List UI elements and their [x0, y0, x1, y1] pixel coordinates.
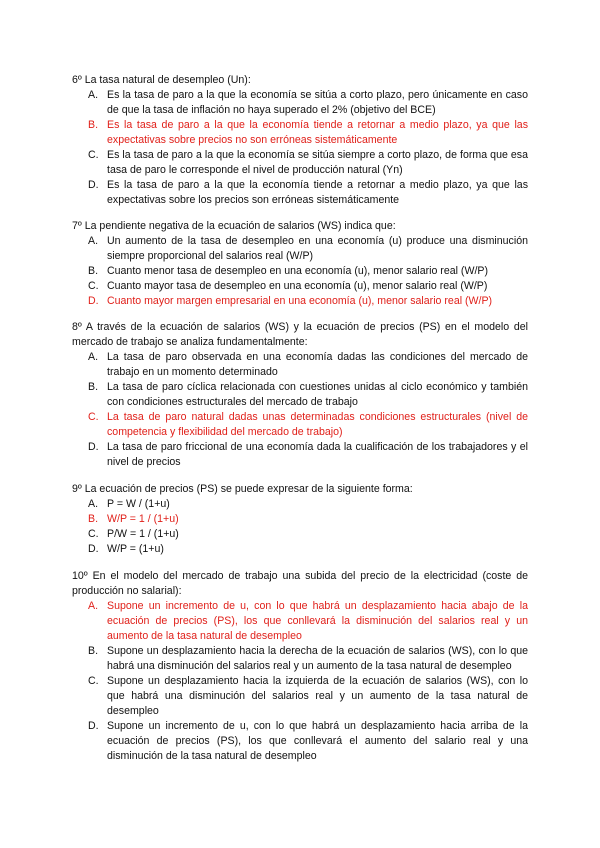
option-text: Es la tasa de paro a la que la economía tiende a retornar a medio plazo, ya que las expectativas sobre los precios son erróneas sistemáticamente — [107, 179, 528, 206]
option-letter: D. — [88, 295, 99, 307]
option-text: Supone un desplazamiento hacia la derecha de la ecuación de salarios (WS), con lo que habrá una disminución del salarios real y un aumento de la tasa natural de desempleo — [107, 645, 528, 672]
question-title: 7º La pendiente negativa de la ecuación de salarios (WS) indica que: — [72, 220, 396, 232]
option-letter: C. — [88, 411, 99, 423]
option-c — [72, 279, 528, 294]
option-letter: B. — [88, 265, 99, 277]
option-text: Es la tasa de paro a la que la economía se sitúa a corto plazo, pero únicamente en caso de que la tasa de inflación no haya superado el 2% (objetivo del BCE) — [107, 89, 528, 116]
question-title: 6º La tasa natural de desempleo (Un): — [72, 74, 251, 86]
question-8 — [72, 320, 528, 470]
option-b — [72, 380, 528, 410]
options-list — [72, 599, 528, 764]
option-letter: A. — [88, 600, 99, 612]
question-7 — [72, 219, 528, 309]
option-c — [72, 527, 528, 542]
option-a — [72, 497, 528, 512]
option-text: P/W = 1 / (1+u) — [107, 528, 179, 540]
option-letter: B. — [88, 645, 99, 657]
options-list — [72, 234, 528, 309]
option-d — [72, 542, 528, 557]
question-title: 8º A través de la ecuación de salarios (WS) y la ecuación de precios (PS) en el modelo del mercado de trabajo se analiza fundamentalmente: — [72, 321, 528, 348]
question-10 — [72, 569, 528, 764]
option-letter: B. — [88, 119, 99, 131]
option-letter: A. — [88, 351, 99, 363]
option-text: Cuanto mayor margen empresarial en una economía (u), menor salario real (W/P) — [107, 295, 493, 307]
option-d — [72, 719, 528, 764]
option-a — [72, 350, 528, 380]
option-b — [72, 644, 528, 674]
option-letter: D. — [88, 543, 99, 555]
option-letter: C. — [88, 149, 99, 161]
question-title: 10º En el modelo del mercado de trabajo una subida del precio de la electricidad (coste de producción no salarial): — [72, 570, 528, 597]
question-title: 9º La ecuación de precios (PS) se puede expresar de la siguiente forma: — [72, 483, 413, 495]
option-text: Cuanto mayor tasa de desempleo en una economía (u), menor salario real (W/P) — [107, 280, 488, 292]
question-6 — [72, 73, 528, 208]
option-text: W/P = 1 / (1+u) — [107, 513, 179, 525]
option-text: Un aumento de la tasa de desempleo en una economía (u) produce una disminución siempre proporcional del salarios real (W/P) — [107, 235, 528, 262]
option-letter: D. — [88, 720, 99, 732]
options-list — [72, 88, 528, 208]
option-letter: D. — [88, 441, 99, 453]
option-letter: A. — [88, 235, 99, 247]
option-text: La tasa de paro natural dadas unas determinadas condiciones estructurales (nivel de competencia y flexibilidad del mercado de trabajo) — [107, 411, 528, 438]
option-text: La tasa de paro friccional de una economía dada la cualificación de los trabajadores y el nivel de precios — [107, 441, 528, 468]
option-d — [72, 178, 528, 208]
option-letter: B. — [88, 381, 99, 393]
option-c-correct — [72, 410, 528, 440]
option-c — [72, 148, 528, 178]
option-b — [72, 264, 528, 279]
option-letter: C. — [88, 675, 99, 687]
option-letter: B. — [88, 513, 99, 525]
option-text: La tasa de paro observada en una economía dadas las condiciones del mercado de trabajo en un momento determinado — [107, 351, 528, 378]
option-c — [72, 674, 528, 719]
option-text: W/P = (1+u) — [107, 543, 164, 555]
options-list — [72, 350, 528, 470]
option-a-correct — [72, 599, 528, 644]
question-9 — [72, 482, 528, 557]
option-text: La tasa de paro cíclica relacionada con cuestiones unidas al ciclo económico y también con condiciones estructurales del mercado de trabajo — [107, 381, 528, 408]
option-a — [72, 88, 528, 118]
option-text: Cuanto menor tasa de desempleo en una economía (u), menor salario real (W/P) — [107, 265, 488, 277]
option-a — [72, 234, 528, 264]
option-text: Supone un desplazamiento hacia la izquierda de la ecuación de salarios (WS), con lo que habrá una disminución del salarios real y un aumento de la tasa natural de desempleo — [107, 675, 528, 717]
option-letter: D. — [88, 179, 99, 191]
option-d — [72, 440, 528, 470]
option-text: Es la tasa de paro a la que la economía se sitúa siempre a corto plazo, de forma que esa tasa de paro le corresponde el nivel de producción natural (Yn) — [107, 149, 528, 176]
option-letter: A. — [88, 89, 99, 101]
option-text: P = W / (1+u) — [107, 498, 170, 510]
option-b-correct — [72, 118, 528, 148]
option-letter: C. — [88, 280, 99, 292]
option-text: Supone un incremento de u, con lo que habrá un desplazamiento hacia arriba de la ecuación de precios (PS), los que conllevará el aumento del salario real y una disminución de la tasa natural de desempleo — [107, 720, 528, 762]
option-letter: A. — [88, 498, 99, 510]
option-d-correct — [72, 294, 528, 309]
option-text: Supone un incremento de u, con lo que habrá un desplazamiento hacia abajo de la ecuación de precios (PS), los que conllevará la disminución del salarios real y un aumento de la tasa natural de desempleo — [107, 600, 528, 642]
options-list — [72, 497, 528, 557]
option-letter: C. — [88, 528, 99, 540]
option-b-correct — [72, 512, 528, 527]
option-text: Es la tasa de paro a la que la economía tiende a retornar a medio plazo, ya que las expectativas sobre precios no son erróneas sistemáticamente — [107, 119, 528, 146]
